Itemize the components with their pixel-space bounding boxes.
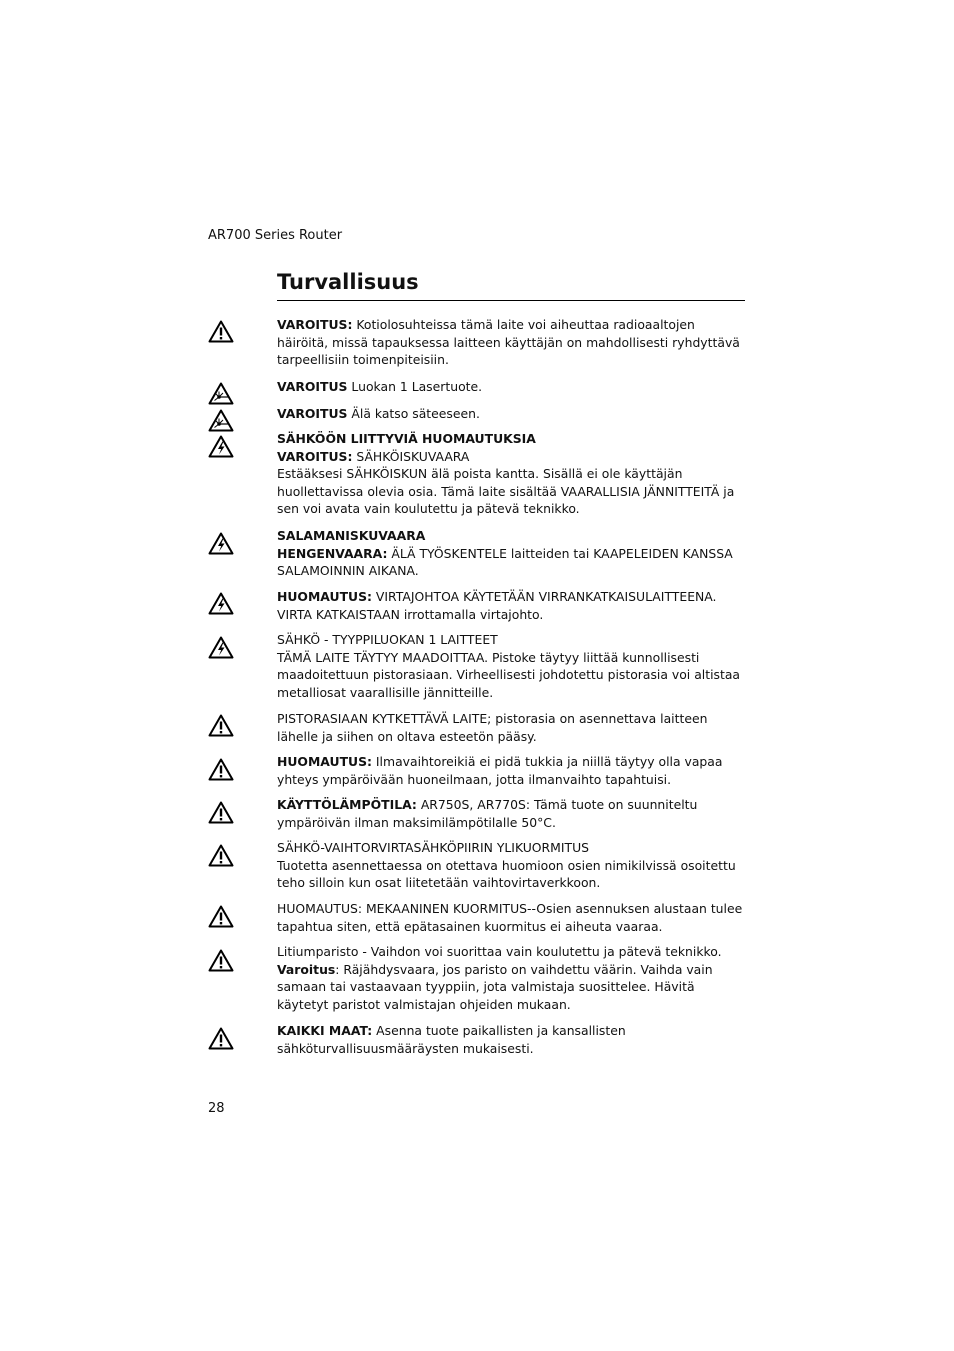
notice-line (277, 753, 747, 788)
running-header: AR700 Series Router (208, 228, 343, 243)
warning-exclamation-icon (208, 714, 234, 737)
notice-line (277, 839, 747, 857)
notice-heading (277, 527, 747, 545)
laser-warning-icon (208, 409, 234, 432)
notice-line (277, 961, 747, 1014)
notice-label: KAIKKI MAAT: (277, 1023, 373, 1038)
notice-block (277, 1022, 747, 1057)
notice-text: HUOMAUTUS: MEKAANINEN KUORMITUS--Osien asennuksen alustaan tulee tapahtua siten, että epätasainen kuormitus ei aiheuta vaaraa. (277, 901, 743, 934)
notice-text: Älä katso säteeseen. (347, 406, 480, 421)
notice-line (277, 316, 747, 369)
notice-label: HUOMAUTUS: (277, 589, 372, 604)
notice-text: PISTORASIAAN KYTKETTÄVÄ LAITE; pistorasia on asennettava laitteen lähelle ja siihen on oltava esteetön pääsy. (277, 711, 708, 744)
notice-label: KÄYTTÖLÄMPÖTILA: (277, 797, 417, 812)
notice-block (277, 588, 747, 623)
warning-exclamation-icon (208, 801, 234, 824)
notice-line (277, 545, 747, 580)
title-rule (277, 300, 745, 301)
notice-text: AR750S, AR770S: Tämä tuote on suunniteltu ympäröivän ilman maksimilämpötilalle 50°C. (277, 797, 698, 830)
notice-label: VAROITUS (277, 379, 348, 394)
notice-heading (277, 430, 747, 448)
notice-text: Luokan 1 Lasertuote. (347, 379, 483, 394)
notice-block (277, 378, 747, 396)
electrical-hazard-icon (208, 435, 234, 458)
notice-text: SÄHKÖ - TYYPPILUOKAN 1 LAITTEET (277, 632, 498, 647)
notice-block (277, 943, 747, 1013)
notice-line (277, 405, 747, 423)
notice-block (277, 405, 747, 423)
notice-block (277, 527, 747, 580)
notice-line (277, 710, 747, 745)
notice-line (277, 796, 747, 831)
notice-label: HUOMAUTUS: (277, 754, 372, 769)
notice-text: Asenna tuote paikallisten ja kansallisten sähköturvallisuusmääräysten mukaisesti. (277, 1023, 626, 1056)
notice-text: Estääksesi SÄHKÖISKUN älä poista kantta. Sisällä ei ole käyttäjän huollettavissa olevia osia. Tämä laite sisältää VAARALLISIA JÄNNITTEITÄ ja sen voi avata vain koulutettu ja pätevä teknikko. (277, 466, 735, 517)
notice-label: VAROITUS (277, 406, 348, 421)
notice-block (277, 796, 747, 831)
notice-text: SÄHKÖ-VAIHTORVIRTASÄHKÖPIIRIN YLIKUORMITUS (277, 840, 590, 855)
notice-text: Litiumparisto - Vaihdon voi suorittaa vain koulutettu ja pätevä teknikko. (277, 944, 722, 959)
notice-line (277, 465, 747, 518)
notice-text: Kotiolosuhteissa tämä laite voi aiheuttaa radioaaltojen häiröitä, missä tapauksessa laitteen käyttäjän on mahdollisesti ryhdyttävä tarpeellisiin toimenpiteisiin. (277, 317, 740, 368)
laser-warning-icon (208, 382, 234, 405)
warning-exclamation-icon (208, 844, 234, 867)
notice-text: SÄHKÖISKUVAARA (352, 448, 470, 464)
notice-block (277, 631, 747, 701)
notice-block (277, 839, 747, 892)
notice-line (277, 588, 747, 623)
notice-text: TÄMÄ LAITE TÄYTYY MAADOITTAA. Pistoke täytyy liittää kunnollisesti maadoitettuun pistorasiaan. Virheellisesti johdotettu pistorasia voi altistaa metalliosat vaarallisille jännitteille. (277, 649, 741, 700)
notice-label: Varoitus (277, 961, 336, 977)
notice-line (277, 448, 747, 466)
warning-exclamation-icon (208, 1027, 234, 1050)
notice-line (277, 943, 747, 961)
notice-block (277, 430, 747, 518)
warning-exclamation-icon (208, 905, 234, 928)
section-title: Turvallisuus (277, 270, 419, 294)
notice-line (277, 1022, 747, 1057)
notice-line (277, 631, 747, 649)
electrical-hazard-icon (208, 532, 234, 555)
notice-block (277, 710, 747, 745)
notice-text: Ilmavaihtoreikiä ei pidä tukkia ja niillä täytyy olla vapaa yhteys ympäröivään huoneilmaan, jotta ilmanvaihto tapahtuisi. (277, 754, 723, 787)
notice-text: ÄLÄ TYÖSKENTELE laitteiden tai KAAPELEIDEN KANSSA SALAMOINNIN AIKANA. (277, 545, 733, 579)
notice-label: VAROITUS: (277, 317, 353, 332)
warning-exclamation-icon (208, 320, 234, 343)
notice-line (277, 900, 747, 935)
notice-block (277, 900, 747, 935)
notice-label: HENGENVAARA: (277, 545, 388, 561)
warning-exclamation-icon (208, 949, 234, 972)
notice-line (277, 857, 747, 892)
electrical-hazard-icon (208, 592, 234, 615)
electrical-hazard-icon (208, 636, 234, 659)
notice-text: Tuotetta asennettaessa on otettava huomioon osien nimikilvissä osoitettu teho silloin kun osat liitetetään vaihtovirtaverkkoon. (277, 857, 736, 891)
notice-block (277, 316, 747, 369)
notice-label: SÄHKÖÖN LIITTYVIÄ HUOMAUTUKSIA (277, 431, 536, 446)
notice-text: : Räjähdysvaara, jos paristo on vaihdettu väärin. Vaihda vain samaan tai vastaavaan tyyppiin, jota valmistaja suosittelee. Hävitä käytetyt paristot valmistajan ohjeiden mukaan. (277, 961, 713, 1012)
notice-line (277, 378, 747, 396)
notice-label: VAROITUS: (277, 448, 353, 464)
page-number: 28 (208, 1101, 225, 1116)
warning-exclamation-icon (208, 758, 234, 781)
notice-label: SALAMANISKUVAARA (277, 528, 426, 543)
notice-block (277, 753, 747, 788)
notice-text: VIRTAJOHTOA KÄYTETÄÄN VIRRANKATKAISULAITTEENA. VIRTA KATKAISTAAN irrottamalla virtajohto. (277, 589, 717, 622)
notice-line (277, 649, 747, 702)
